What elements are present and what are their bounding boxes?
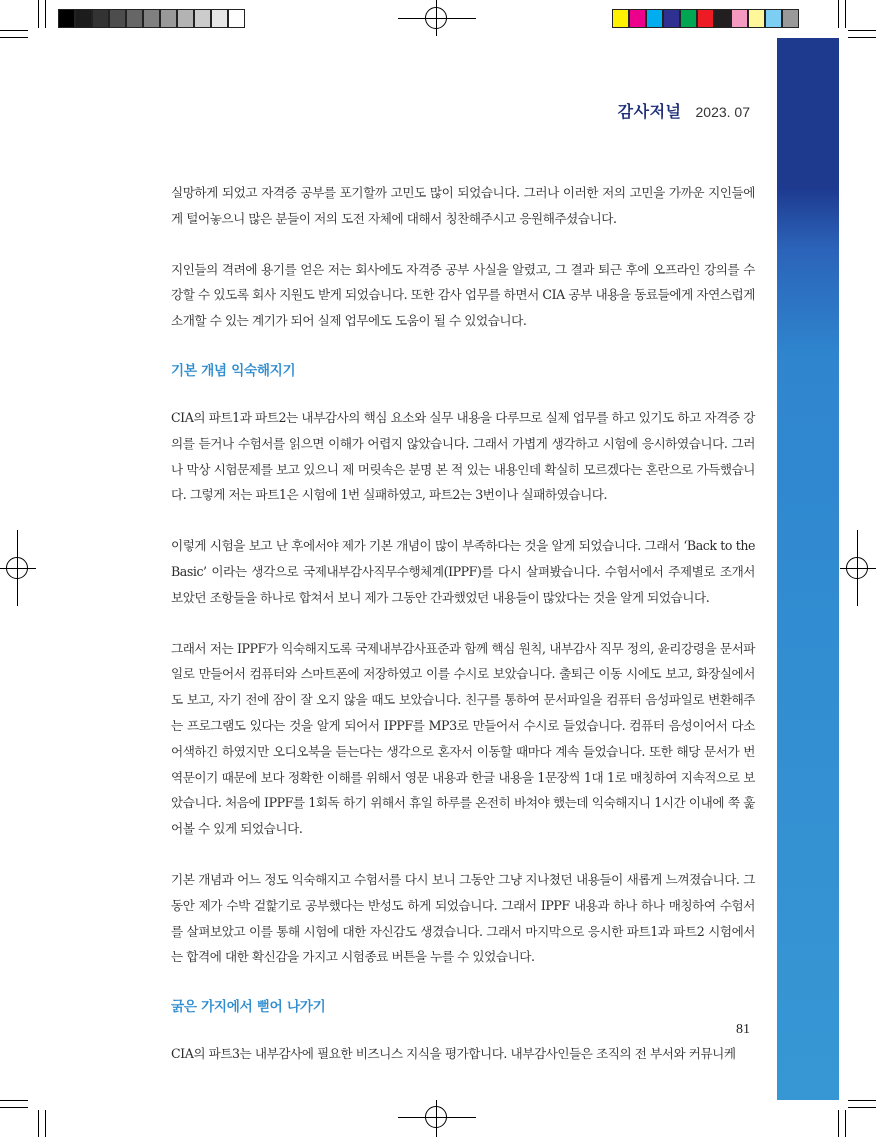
crop-mark — [0, 37, 28, 38]
running-header — [618, 99, 750, 122]
crop-mark — [845, 0, 846, 28]
color-swatch — [126, 9, 143, 28]
crop-mark — [38, 0, 39, 28]
color-swatch — [697, 9, 714, 28]
color-swatch — [194, 9, 211, 28]
paragraph: 실망하게 되었고 자격증 공부를 포기할까 고민도 많이 되었습니다. 그러나 이러한 저의 고민을 가까운 지인들에게 털어놓으니 많은 분들이 저의 도전 자체에 대해서 칭찬해주시고 응원해주셨습니다. — [171, 185, 755, 226]
crop-mark — [848, 1100, 876, 1101]
paragraph: CIA의 파트1과 파트2는 내부감사의 핵심 요소와 실무 내용을 다루므로 실제 업무를 하고 있기도 하고 자격증 강의를 듣거나 수험서를 읽으면 이해가 어렵지 않았습니다. 그래서 가볍게 생각하고 시험에 응시하였습니다. 그러나 막상 시험문제를 보고 있으니 제 머릿속은 분명 본 적 있는 내용인데 확실히 모르겠다는 혼란으로 가득했습니다. 그렇게 저는 파트1은 시험에 1번 실패하였고, 파트2는 3번이나 실패하였습니다. — [171, 409, 755, 503]
side-tab-accent — [777, 38, 839, 1100]
crop-mark — [838, 0, 839, 28]
paragraph: 지인들의 격려에 용기를 얻은 저는 회사에도 자격증 공부 사실을 알렸고, 그 결과 퇴근 후에 오프라인 강의를 수강할 수 있도록 회사 지원도 받게 되었습니다. 또한 감사 업무를 하면서 CIA 공부 내용을 동료들에게 자연스럽게 소개할 수 있는 계기가 되어 실제 업무에도 도움이 될 수 있었습니다. — [171, 261, 755, 329]
article-body — [171, 180, 755, 1092]
paragraph: CIA의 파트3는 내부감사에 필요한 비즈니스 지식을 평가합니다. 내부감사인들은 조직의 전 부서와 커뮤니케 — [171, 1046, 736, 1062]
color-swatch — [663, 9, 680, 28]
color-swatch — [177, 9, 194, 28]
paragraph: 그래서 저는 IPPF가 익숙해지도록 국제내부감사표준과 함께 핵심 원칙, 내부감사 직무 정의, 윤리강령을 문서파일로 만들어서 컴퓨터와 스마트폰에 저장하였고 이를 수시로 보았습니다. 출퇴근 이동 시에도 보고, 화장실에서도 보고, 자기 전에 잠이 잘 오지 않을 때도 보았습니다. 친구를 통하여 문서파일을 컴퓨터 음성파일로 변환해주는 프로그램도 있다는 것을 알게 되어서 IPPF를 MP3로 만들어서 수시로 들었습니다. 컴퓨터 음성이어서 다소 어색하긴 하였지만 오디오북을 듣는다는 생각으로 혼자서 이동할 때마다 계속 들었습니다. 또한 해당 문서가 번역문이기 때문에 보다 정확한 이해를 위해서 영문 내용과 한글 내용을 1문장씩 1대 1로 매칭하여 지속적으로 보았습니다. 처음에 IPPF를 1회독 하기 위해서 휴일 하루를 온전히 바쳐야 했는데 익숙해지니 1시간 이내에 쭉 훑어볼 수 있게 되었습니다. — [171, 640, 755, 837]
color-swatch — [646, 9, 663, 28]
crop-mark — [848, 37, 876, 38]
color-swatch — [629, 9, 646, 28]
color-swatch — [680, 9, 697, 28]
process-color-bar — [612, 9, 799, 28]
grayscale-color-bar — [58, 9, 245, 28]
page-number: 81 — [736, 1022, 750, 1037]
color-swatch — [211, 9, 228, 28]
color-swatch — [782, 9, 799, 28]
color-swatch — [765, 9, 782, 28]
crop-mark — [838, 1110, 839, 1137]
color-swatch — [92, 9, 109, 28]
paragraph: 이렇게 시험을 보고 난 후에서야 제가 기본 개념이 많이 부족하다는 것을 알게 되었습니다. 그래서 ‘Back to the Basic’ 이라는 생각으로 국제내부감사직무수행체계(IPPF)를 다시 살펴봤습니다. 수험서에서 주제별로 조개서 보았던 조항들을 하나로 합쳐서 보니 제가 그동안 간과했었던 내용들이 많았다는 것을 알게 되었습니다. — [171, 538, 755, 605]
color-swatch — [58, 9, 75, 28]
crop-mark — [0, 30, 28, 31]
journal-title: 감사저널 — [617, 102, 682, 121]
crop-mark — [0, 1100, 28, 1101]
crop-mark — [848, 30, 876, 31]
color-swatch — [75, 9, 92, 28]
crop-mark — [848, 1107, 876, 1108]
crop-mark — [38, 1110, 39, 1137]
paragraph: 기본 개념과 어느 정도 익숙해지고 수험서를 다시 보니 그동안 그냥 지나쳤던 내용들이 새롭게 느껴졌습니다. 그동안 제가 수박 겉핥기로 공부했다는 반성도 하게 되었습니다. 그래서 IPPF 내용과 하나 하나 매칭하여 수험서를 살펴보았고 이를 통해 시험에 대한 자신감도 생겼습니다. 그래서 마지막으로 응시한 파트1과 파트2 시험에서는 합격에 대한 확신감을 가지고 시험종료 버튼을 누를 수 있었습니다. — [171, 871, 755, 965]
section-heading: 굵은 가지에서 뻗어 나가기 — [171, 999, 326, 1016]
color-swatch — [714, 9, 731, 28]
color-swatch — [228, 9, 245, 28]
crop-mark — [845, 1110, 846, 1137]
color-swatch — [612, 9, 629, 28]
color-swatch — [748, 9, 765, 28]
crop-mark — [45, 1110, 46, 1137]
section-heading: 기본 개념 익숙해지기 — [171, 362, 296, 379]
issue-date: 2023. 07 — [695, 104, 750, 120]
color-swatch — [160, 9, 177, 28]
crop-mark — [45, 0, 46, 28]
color-swatch — [109, 9, 126, 28]
color-swatch — [143, 9, 160, 28]
crop-mark — [0, 1107, 28, 1108]
color-swatch — [731, 9, 748, 28]
